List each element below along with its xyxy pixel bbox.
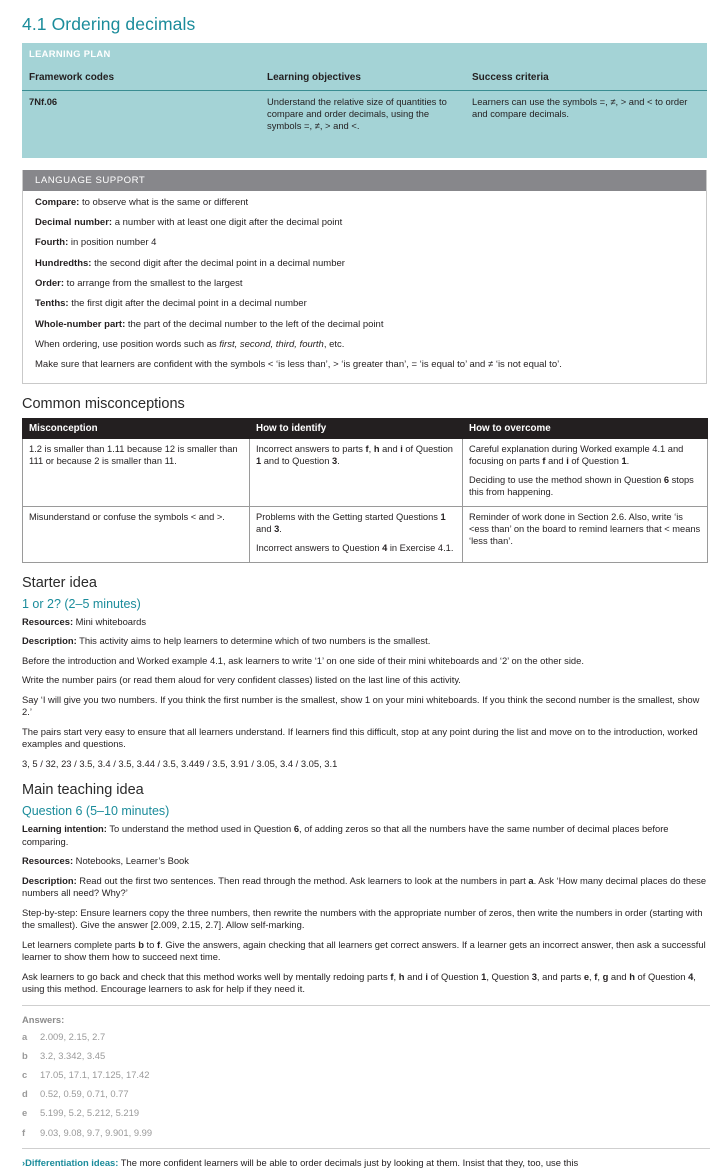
starter-number-pairs: 3, 5 / 32, 23 / 3.5, 3.4 / 3.5, 3.44 / 3.5, 3.449 / 3.5, 3.91 / 3.05, 3.4 / 3.05, 3.1 (22, 757, 338, 769)
column-header-misconception: Misconception (23, 418, 250, 438)
page-title: 4.1 Ordering decimals (22, 14, 196, 34)
identify-paragraph: Incorrect answers to Question 4 in Exercise 4.1. (256, 543, 454, 554)
answer-value: 3.2, 3.342, 3.45 (40, 1049, 106, 1061)
glossary-definition: the part of the decimal number to the left of the decimal point (125, 318, 384, 330)
glossary-definition: in position number 4 (68, 237, 157, 249)
answer-value: 2.009, 2.15, 2.7 (40, 1030, 106, 1042)
glossary-definition: to arrange from the smallest to the largest (64, 277, 243, 289)
ordering-note-pre: When ordering, use position words such as (35, 339, 220, 350)
glossary-definition: the second digit after the decimal point in a decimal number (91, 257, 345, 269)
cell-how-to-identify (250, 438, 463, 506)
section-heading-common-misconceptions: Common misconceptions (22, 395, 185, 412)
answer-key: c (22, 1068, 28, 1080)
section-heading-starter-idea: Starter idea (22, 574, 97, 591)
cell-how-to-overcome: Reminder of work done in Section 2.6. Also, write ‘is <ess than’ on the board to remind learners that < means ‘less than’. (463, 506, 708, 562)
activity-title-main: Question 6 (5–10 minutes) (22, 804, 170, 819)
description-value: This activity aims to help learners to determine which of two numbers is the smallest. (76, 635, 431, 647)
glossary-term: Hundredths: (35, 257, 92, 269)
list-item (22, 1031, 705, 1043)
misconceptions-header-row (23, 418, 708, 438)
divider-below-answers (22, 1148, 710, 1149)
ordering-note-italics: first, second, third, fourth (219, 339, 324, 350)
glossary-item (35, 319, 694, 331)
glossary-item (35, 298, 694, 310)
learning-plan-banner-row (22, 43, 707, 66)
activity-title-starter: 1 or 2? (2–5 minutes) (22, 596, 141, 611)
step-by-step: Step-by-step: Ensure learners copy the three numbers, then rewrite the numbers with the appropriate number of zeros, then write the numbers in order (starting with the smallest). Give the answer [2.009, 2.15, 2.7]. Allow self-marking. (22, 906, 703, 931)
cell-how-to-identify (250, 506, 463, 562)
list-item (22, 1050, 705, 1062)
symbols-note: Make sure that learners are confident with the symbols < ‘is less than’, > ‘is greater than’, = ‘is equal to’ and ≠ ‘is not equal to’. (35, 359, 562, 371)
glossary-definition: to observe what is the same or different (79, 196, 249, 208)
resources-value: Notebooks, Learner’s Book (73, 855, 189, 867)
ordering-note (35, 339, 694, 351)
answer-key: a (22, 1030, 28, 1042)
differentiation-text: The more confident learners will be able to order decimals just by looking at them. Insist that they, too, use this (118, 1156, 579, 1168)
answer-key: f (22, 1126, 26, 1138)
cell-success-criteria: Learners can use the symbols =, ≠, > and < to order and compare decimals. (465, 90, 707, 158)
answer-key: b (22, 1049, 28, 1061)
learning-plan-table (22, 43, 707, 158)
list-item (22, 1107, 705, 1119)
answer-value: 9.03, 9.08, 9.7, 9.901, 9.99 (40, 1126, 153, 1138)
answer-value: 0.52, 0.59, 0.71, 0.77 (40, 1088, 129, 1100)
answers-label: Answers: (22, 1013, 65, 1025)
answer-value: 5.199, 5.2, 5.212, 5.219 (40, 1107, 140, 1119)
cell-how-to-overcome (463, 438, 708, 506)
learning-intention-label: Learning intention: (22, 823, 107, 835)
identify-paragraph: Incorrect answers to parts f, h and i of Question 1 and to Question 3. (256, 443, 453, 466)
description-label: Description: (22, 635, 77, 647)
answer-key: e (22, 1107, 28, 1119)
divider-above-answers (22, 1005, 710, 1006)
column-header-learning-objectives: Learning objectives (260, 66, 465, 90)
overcome-paragraph: Deciding to use the method shown in Question 6 stops this from happening. (469, 475, 694, 498)
ordering-note-post: , etc. (323, 339, 345, 350)
misconceptions-table (22, 418, 708, 563)
main-resources (22, 855, 710, 868)
starter-paragraph: Write the number pairs (or read them aloud for very confident classes) listed on the last line of this activity. (22, 674, 461, 686)
description-label: Description: (22, 874, 77, 886)
starter-description (22, 635, 710, 648)
answer-value: 17.05, 17.1, 17.125, 17.42 (40, 1068, 150, 1080)
glossary-term: Order: (35, 277, 65, 289)
learning-intention: Learning intention: To understand the method used in Question 6, of adding zeros so that all the numbers have the same number of decimal places before comparing. (22, 823, 669, 847)
language-support-banner: LANGUAGE SUPPORT (23, 170, 706, 191)
glossary-term: Tenths: (35, 298, 69, 310)
starter-paragraph: Say ‘I will give you two numbers. If you think the first number is the smallest, show 1 on your mini whiteboards. If you think the second number is the smallest, show 2.’ (22, 693, 700, 718)
glossary-term: Decimal number: (35, 216, 113, 228)
differentiation-label: ›Differentiation ideas: (22, 1156, 119, 1168)
lesson-plan-page (0, 14, 725, 1168)
resources-label: Resources: (22, 855, 74, 867)
starter-paragraph: Before the introduction and Worked example 4.1, ask learners to write ‘1’ on one side of their mini whiteboards and ‘2’ on the other side. (22, 654, 584, 666)
list-item (22, 1127, 705, 1139)
list-item (22, 1088, 705, 1100)
learning-plan-header-row (22, 66, 707, 90)
cell-misconception: 1.2 is smaller than 1.11 because 12 is smaller than 111 or because 2 is smaller than 11. (23, 438, 250, 506)
glossary-item (35, 258, 694, 270)
glossary-item (35, 278, 694, 290)
cell-framework-code: 7Nf.06 (22, 90, 260, 158)
cell-misconception: Misunderstand or confuse the symbols < and >. (23, 506, 250, 562)
main-description: Description: Read out the first two sentences. Then read through the method. Ask learners to look at the numbers in part a. Ask ‘How many decimal places do these numbers all need? Why?’ (22, 874, 707, 899)
overcome-paragraph: Careful explanation during Worked example 4.1 and focusing on parts f and i of Question 1. (469, 443, 684, 466)
starter-resources (22, 616, 710, 629)
language-support-body (23, 191, 706, 383)
glossary-definition: the first digit after the decimal point in a decimal number (68, 298, 307, 310)
table-row (23, 438, 708, 506)
parts-paragraph: Let learners complete parts b to f. Give the answers, again checking that all learners get correct answers. If a learner gets an incorrect answer, then ask a successful learner to show them how to succeed next time. (22, 938, 706, 963)
glossary-definition: a number with at least one digit after the decimal point (112, 216, 343, 228)
resources-value: Mini whiteboards (73, 615, 147, 627)
language-support-box (22, 170, 707, 384)
answer-key: d (22, 1088, 28, 1100)
glossary-item (35, 217, 694, 229)
table-row (22, 90, 707, 158)
column-header-success-criteria: Success criteria (465, 66, 707, 90)
glossary-term: Fourth: (35, 237, 69, 249)
resources-label: Resources: (22, 615, 74, 627)
differentiation-ideas (22, 1157, 710, 1169)
identify-paragraph: Problems with the Getting started Questions 1 and 3. (256, 511, 446, 535)
cell-learning-objectives: Understand the relative size of quantities to compare and order decimals, using the symbols =, ≠, > and <. (260, 90, 465, 158)
column-header-how-to-overcome: How to overcome (463, 418, 708, 438)
glossary-item (35, 237, 694, 249)
glossary-item (35, 197, 694, 209)
column-header-framework-codes: Framework codes (22, 66, 260, 90)
starter-paragraph: The pairs start very easy to ensure that all learners understand. If learners find this difficult, stop at any point during the list and move on to the introduction, worked examples and questions. (22, 725, 698, 750)
check-paragraph: Ask learners to go back and check that this method works well by mentally redoing parts f, h and i of Question 1, Question 3, and parts e, f, g and h of Question 4, using this method. Encourage learners to ask for help if they need it. (22, 970, 696, 995)
list-item (22, 1069, 705, 1081)
table-row (23, 506, 708, 562)
learning-plan-banner: LEARNING PLAN (22, 43, 707, 66)
section-heading-main-teaching-idea: Main teaching idea (22, 782, 144, 799)
glossary-term: Compare: (35, 196, 80, 208)
glossary-term: Whole-number part: (35, 318, 126, 330)
column-header-how-to-identify: How to identify (250, 418, 463, 438)
